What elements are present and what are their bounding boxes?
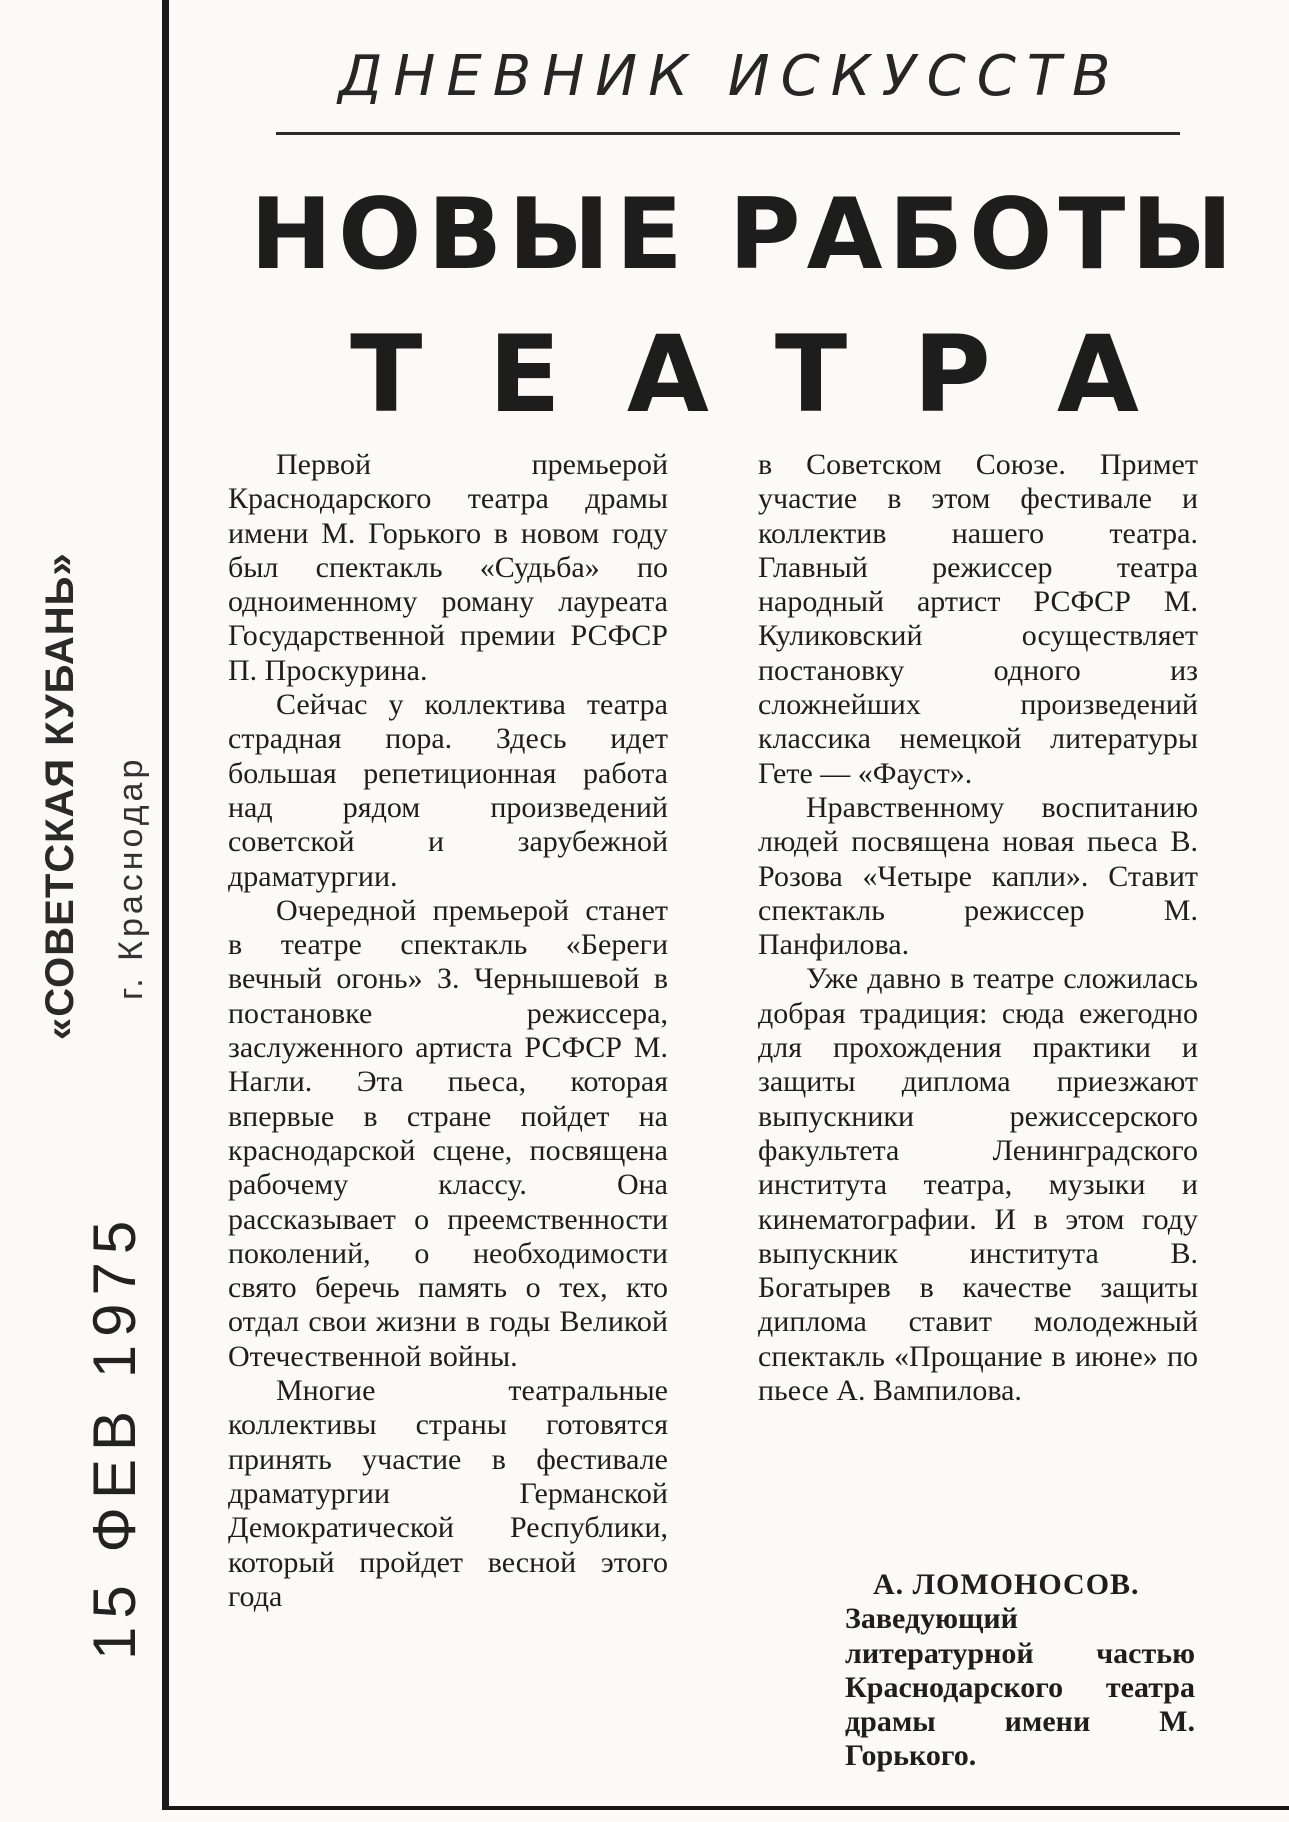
article-paragraph: Очередной премьерой станет в театре спектакль «Береги вечный огонь» З. Чернышевой в постановке режиссера, заслуженного артиста РСФСР М. Нагли. Эта пьеса, которая впервые в стране пойдет на краснодарской сцене, посвящена рабочему классу. Она рассказывает о преемственности поколений, о необходимости свято беречь память о тех, кто отдал свои жизни в годы Великой Отечественной войны. [228,893,668,1373]
article-paragraph: Первой премьерой Краснодарского театра драмы имени М. Горького в новом году был спектакль «Судьба» по одноименному роману лауреата Государственной премии РСФСР П. Проскурина. [228,448,668,687]
date-stamp: 15 ФЕВ 1975 [81,1212,148,1660]
rubric-underline [276,132,1180,135]
article-paragraph: Нравственному воспитанию людей посвящена новая пьеса В. Розова «Четыре капли». Ставит спектакль режиссер М. Панфилова. [758,790,1198,962]
article-right-column [758,448,1198,1408]
author-title: Заведующий литературной частью Краснодарского театра драмы имени М. Горького. [845,1602,1195,1773]
article-paragraph-continuation: в Советском Союзе. Примет участие в этом фестивале и коллектив нашего театра. Главный режиссер театра народный артист РСФСР М. Куликовский осуществляет постановку одного из сложнейших произведений классика немецкой литературы Гете — «Фауст». [758,448,1198,790]
article-left-column [228,448,668,1614]
clipping-left-border [162,0,169,1808]
author-name: А. ЛОМОНОСОВ. [873,1568,1140,1601]
article-paragraph: Многие театральные коллективы страны готовятся принять участие в фестивале драматургии Германской Демократической Республики, который пройдет весной этого года [228,1374,668,1613]
author-signature [845,1568,1195,1774]
city-stamp: г. Краснодар [112,755,150,1000]
article-paragraph: Уже давно в театре сложилась добрая традиция: сюда ежегодно для прохождения практики и защиты диплома приезжают выпускники режиссерского факультета Ленинградского института театра, музыки и кинематографии. И в этом году выпускник института В. Богатырев в качестве защиты диплома ставит молодежный спектакль «Прощание в июне» по пьесе А. Вампилова. [758,962,1198,1408]
clipping-bottom-border [162,1806,1289,1810]
newspaper-name-stamp: «СОВЕТСКАЯ КУБАНЬ» [38,552,82,1040]
article-paragraph: Сейчас у коллектива театра страдная пора. Здесь идет большая репетиционная работа над рядом произведений советской и зарубежной драматургии. [228,688,668,893]
headline-line-1: НОВЫЕ РАБОТЫ [250,178,1239,292]
headline-line-2: ТЕАТРА [350,313,1205,436]
section-rubric: ДНЕВНИК ИСКУССТВ [338,44,1122,109]
